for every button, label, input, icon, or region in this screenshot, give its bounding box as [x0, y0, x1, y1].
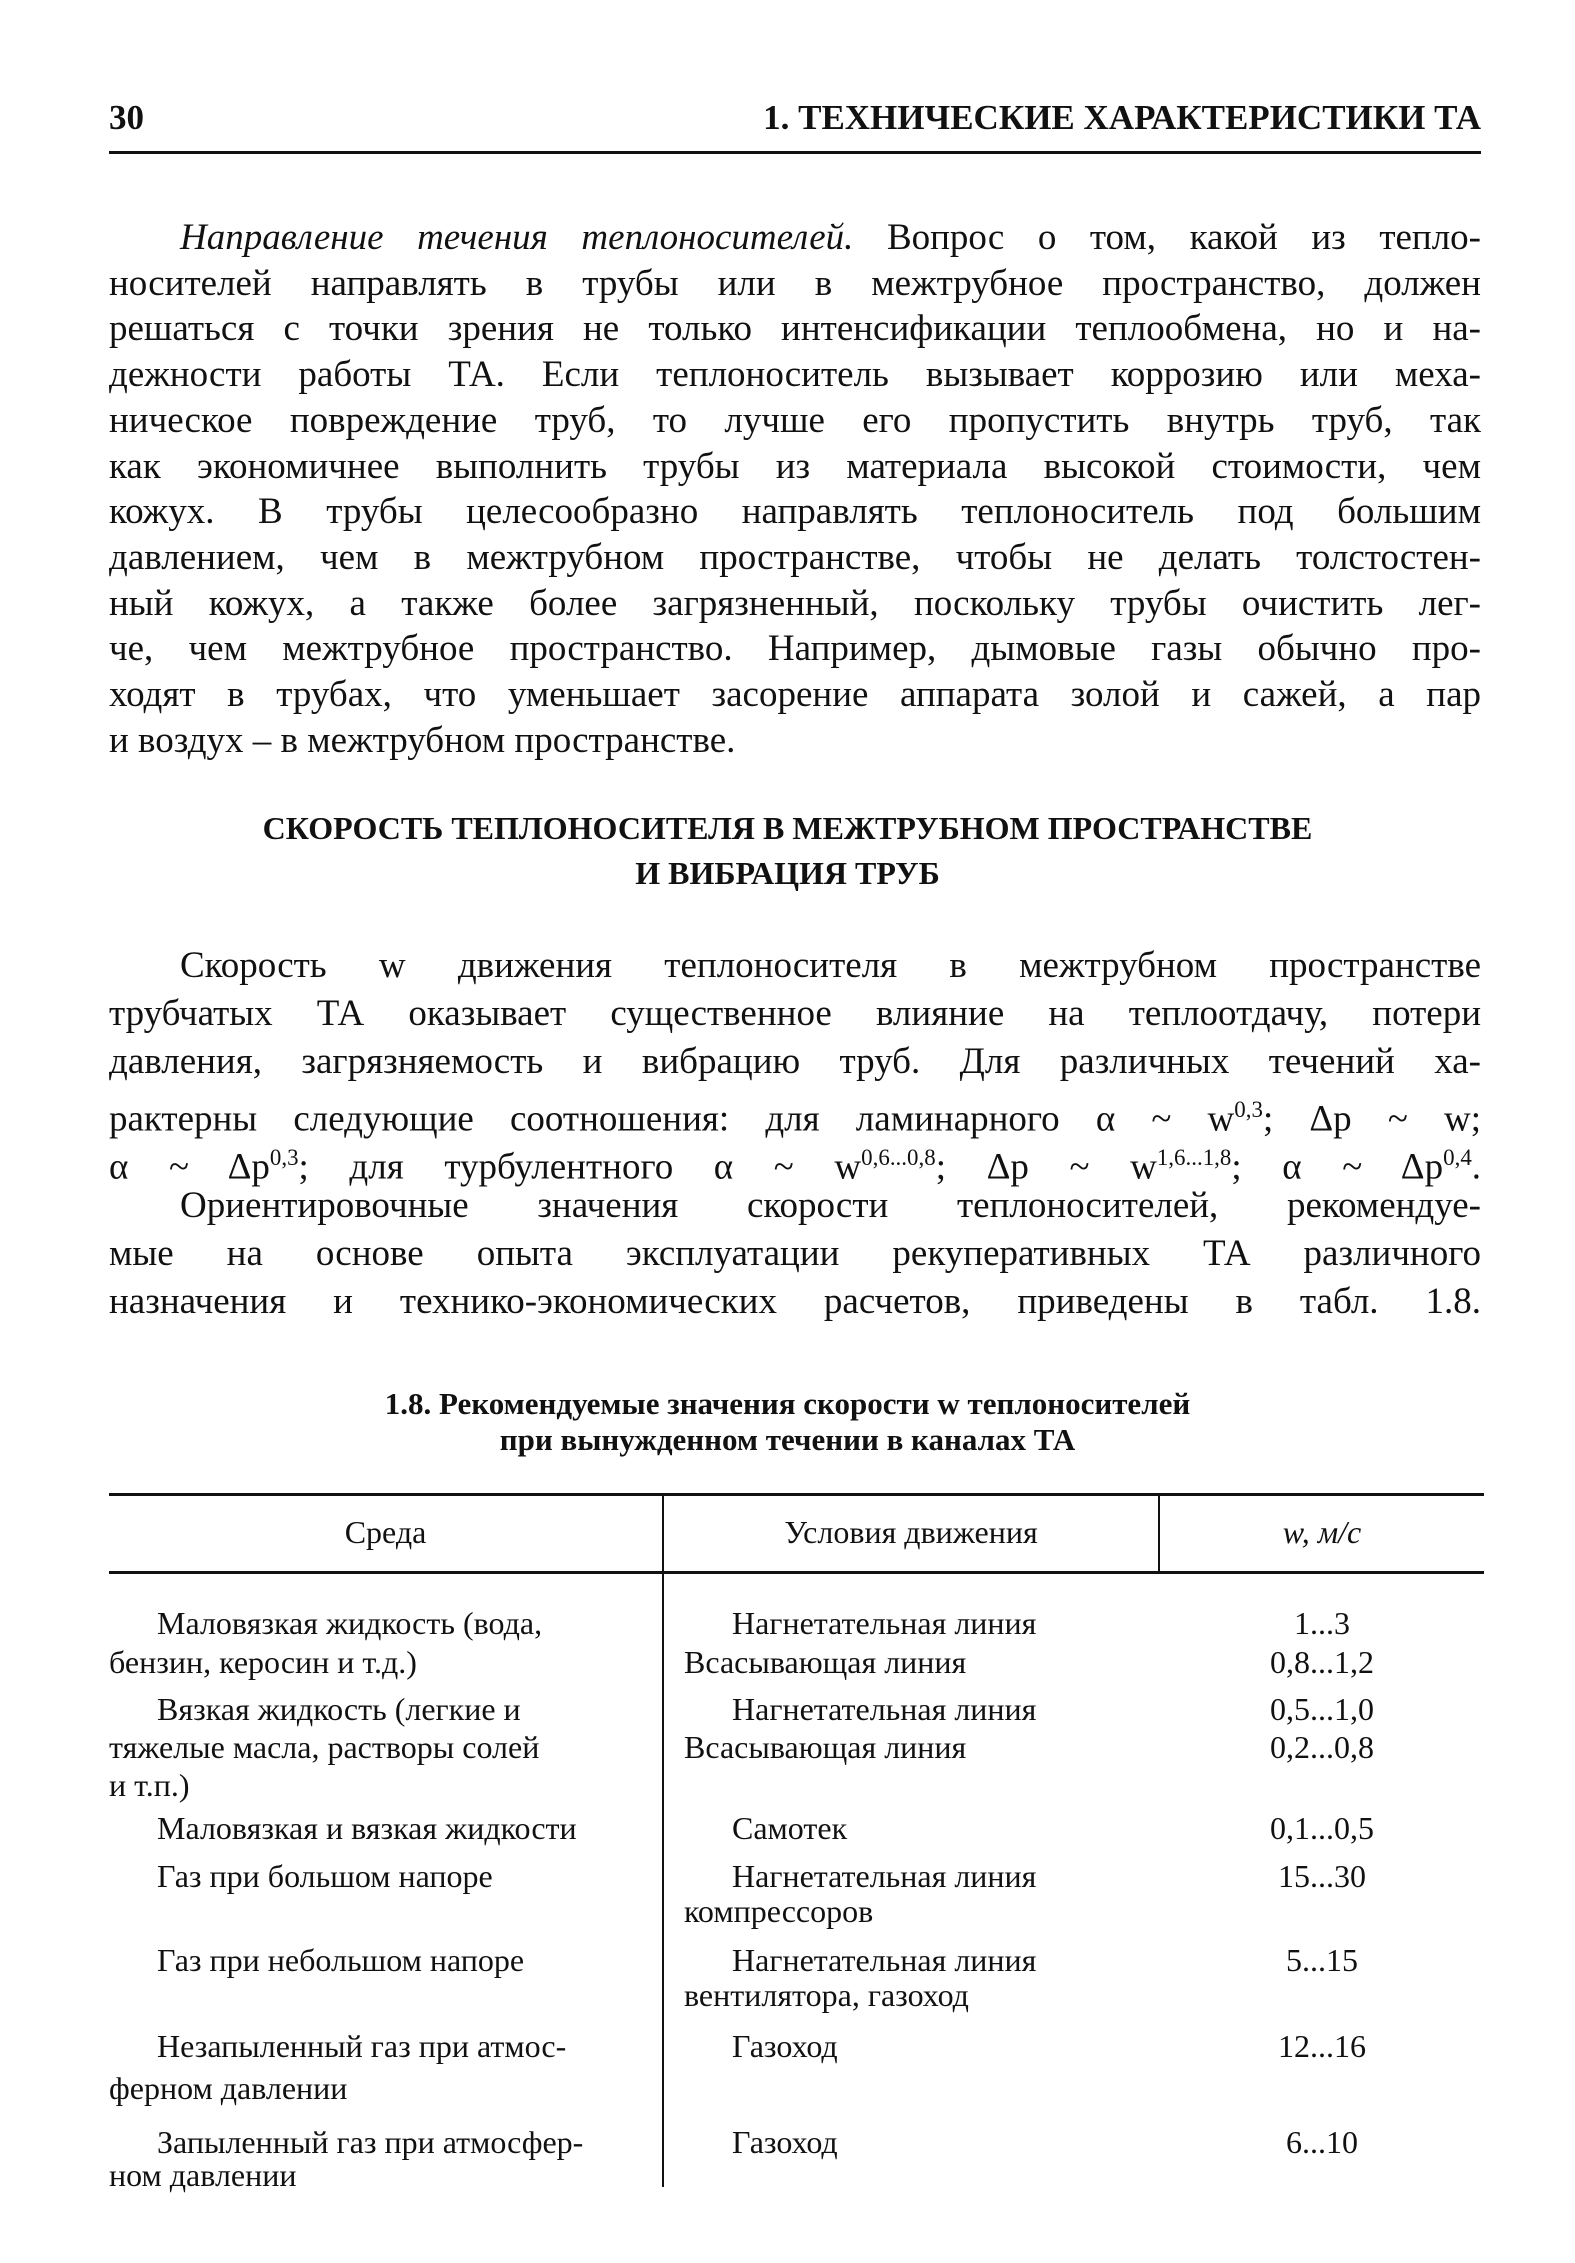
- table-top-rule: [109, 1493, 1484, 1496]
- paragraph-line: [109, 353, 1481, 397]
- formula-text: .: [1471, 1146, 1482, 1188]
- formula-text: ; для турбулентного α ~ w: [298, 1146, 862, 1188]
- cell-velocity: 15...30: [1278, 1858, 1366, 1894]
- exponent: 0,3: [269, 1145, 299, 1170]
- paragraph-line: мые на основе опыта эксплуатации рекуперативных ТА различного: [109, 1233, 1481, 1274]
- cell-velocity: 0,8...1,2: [1270, 1644, 1374, 1680]
- cell-medium: бензин, керосин и т.д.): [109, 1644, 417, 1680]
- formula-text: рактерны следующие соотношения: для ламинарного α ~ w: [109, 1098, 1235, 1140]
- cell-medium: Газ при большом напоре: [157, 1858, 493, 1894]
- paragraph-line: [109, 399, 1481, 443]
- cell-medium: Маловязкая и вязкая жидкости: [157, 1810, 577, 1846]
- paragraph-text: как экономичнее выполнить трубы из материала высокой стоимости, чем: [109, 445, 1481, 487]
- cell-medium: ном давлении: [109, 2157, 297, 2193]
- paragraph-text: дежности работы ТА. Если теплоноситель вызывает коррозию или меха-: [109, 354, 1481, 396]
- paragraph-line: [109, 627, 1481, 671]
- cell-velocity: 0,5...1,0: [1270, 1691, 1374, 1727]
- column-header-conditions: Условия движения: [784, 1514, 1038, 1550]
- paragraph-text: ническое повреждение труб, то лучше его пропустить внутрь труб, так: [109, 399, 1481, 441]
- column-divider: [662, 1493, 664, 2187]
- paragraph-lead: Направление течения теплоносителей.: [180, 217, 854, 258]
- paragraph-line: Скорость w движения теплоносителя в межтрубном пространстве: [180, 945, 1481, 986]
- paragraph-text: давлением, чем в межтрубном пространстве, чтобы не делать толстостен-: [109, 536, 1481, 578]
- cell-conditions: Всасывающая линия: [684, 1644, 967, 1680]
- paragraph-line: [109, 307, 1481, 351]
- paragraph-line: назначения и технико-экономических расчетов, приведены в табл. 1.8.: [109, 1281, 1481, 1322]
- cell-conditions: Газоход: [732, 2124, 838, 2160]
- section-heading-line-2: И ВИБРАЦИЯ ТРУБ: [635, 855, 940, 891]
- paragraph-line: [180, 216, 1481, 260]
- formula-text: α ~ Δp: [109, 1146, 270, 1188]
- exponent: 0,6...0,8: [861, 1145, 936, 1170]
- cell-medium: Маловязкая жидкость (вода,: [157, 1605, 543, 1641]
- paragraph-text: Вопрос о том, какой из тепло-: [853, 217, 1482, 258]
- section-heading-line-1: СКОРОСТЬ ТЕПЛОНОСИТЕЛЯ В МЕЖТРУБНОМ ПРОСТРАНСТВЕ: [262, 810, 1313, 846]
- cell-velocity: 5...15: [1286, 1942, 1358, 1978]
- cell-medium: Запыленный газ при атмосфер-: [157, 2124, 584, 2160]
- paragraph-text: че, чем межтрубное пространство. Например, дымовые газы обычно про-: [109, 628, 1481, 670]
- cell-medium: ферном давлении: [109, 2070, 348, 2106]
- formula-line-turbulent: [109, 1136, 1481, 1189]
- cell-medium: Незапыленный газ при атмос-: [157, 2028, 567, 2064]
- paragraph-line: [109, 445, 1481, 489]
- cell-medium: тяжелые масла, растворы солей: [109, 1729, 540, 1765]
- cell-conditions: Газоход: [732, 2028, 838, 2064]
- paragraph-line: трубчатых ТА оказывает существенное влияние на теплоотдачу, потери: [109, 993, 1481, 1034]
- cell-velocity: 1...3: [1294, 1605, 1350, 1641]
- column-header-medium: Среда: [344, 1514, 427, 1550]
- table-title-line-2: при вынужденном течении в каналах ТА: [499, 1422, 1076, 1457]
- paragraph-line: [109, 262, 1481, 306]
- paragraph-text: ный кожух, а также более загрязненный, поскольку трубы очистить лег-: [109, 582, 1481, 624]
- cell-medium: и т.п.): [109, 1767, 190, 1803]
- paragraph-line: [109, 582, 1481, 626]
- paragraph-line: давления, загрязняемость и вибрацию труб. Для различных течений ха-: [109, 1041, 1481, 1082]
- exponent: 0,3: [1234, 1097, 1263, 1122]
- formula-text: ; α ~ Δp: [1231, 1146, 1444, 1188]
- exponent: 1,6...1,8: [1156, 1145, 1232, 1170]
- formula-line-laminar: [109, 1088, 1481, 1141]
- page-number: 30: [109, 98, 144, 137]
- cell-conditions: Нагнетательная линия: [732, 1605, 1037, 1641]
- cell-medium: Газ при небольшом напоре: [157, 1942, 525, 1978]
- cell-velocity: 12...16: [1278, 2028, 1366, 2064]
- formula-text: ; Δp ~ w: [935, 1146, 1157, 1188]
- paragraph-text: решаться с точки зрения не только интенсификации теплообмена, но и на-: [109, 308, 1481, 350]
- cell-velocity: 0,2...0,8: [1270, 1729, 1374, 1765]
- cell-conditions: компрессоров: [684, 1893, 874, 1929]
- paragraph-line: [109, 719, 1481, 763]
- cell-velocity: 0,1...0,5: [1270, 1810, 1374, 1846]
- cell-conditions: Нагнетательная линия: [732, 1691, 1037, 1727]
- paragraph-line: [109, 536, 1481, 580]
- cell-velocity: 6...10: [1286, 2124, 1358, 2160]
- exponent: 0,4: [1443, 1145, 1472, 1170]
- paragraph-text: и воздух – в межтрубном пространстве.: [109, 719, 736, 761]
- paragraph-text: кожух. В трубы целесообразно направлять теплоноситель под большим: [109, 491, 1481, 533]
- column-header-velocity: w, м/с: [1282, 1514, 1362, 1550]
- cell-conditions: Нагнетательная линия: [732, 1942, 1037, 1978]
- paragraph-text: носителей направлять в трубы или в межтрубное пространство, должен: [109, 262, 1481, 304]
- cell-medium: Вязкая жидкость (легкие и: [157, 1691, 521, 1727]
- formula-text: ; Δp ~ w;: [1262, 1098, 1481, 1140]
- paragraph-line: [109, 490, 1481, 534]
- cell-conditions: вентилятора, газоход: [684, 1977, 969, 2013]
- paragraph-line: Ориентировочные значения скорости теплоносителей, рекомендуе-: [180, 1185, 1481, 1226]
- table-title-line-1: 1.8. Рекомендуемые значения скорости w теплоносителей: [384, 1386, 1191, 1421]
- paragraph-text: ходят в трубах, что уменьшает засорение аппарата золой и сажей, а пар: [109, 674, 1481, 715]
- running-header: 1. ТЕХНИЧЕСКИЕ ХАРАКТЕРИСТИКИ ТА: [763, 98, 1481, 137]
- cell-conditions: Нагнетательная линия: [732, 1858, 1037, 1894]
- cell-conditions: Самотек: [732, 1810, 848, 1846]
- table-header-rule: [109, 1571, 1484, 1574]
- paragraph-line: [109, 673, 1481, 717]
- cell-conditions: Всасывающая линия: [684, 1729, 967, 1765]
- header-rule: [109, 151, 1481, 154]
